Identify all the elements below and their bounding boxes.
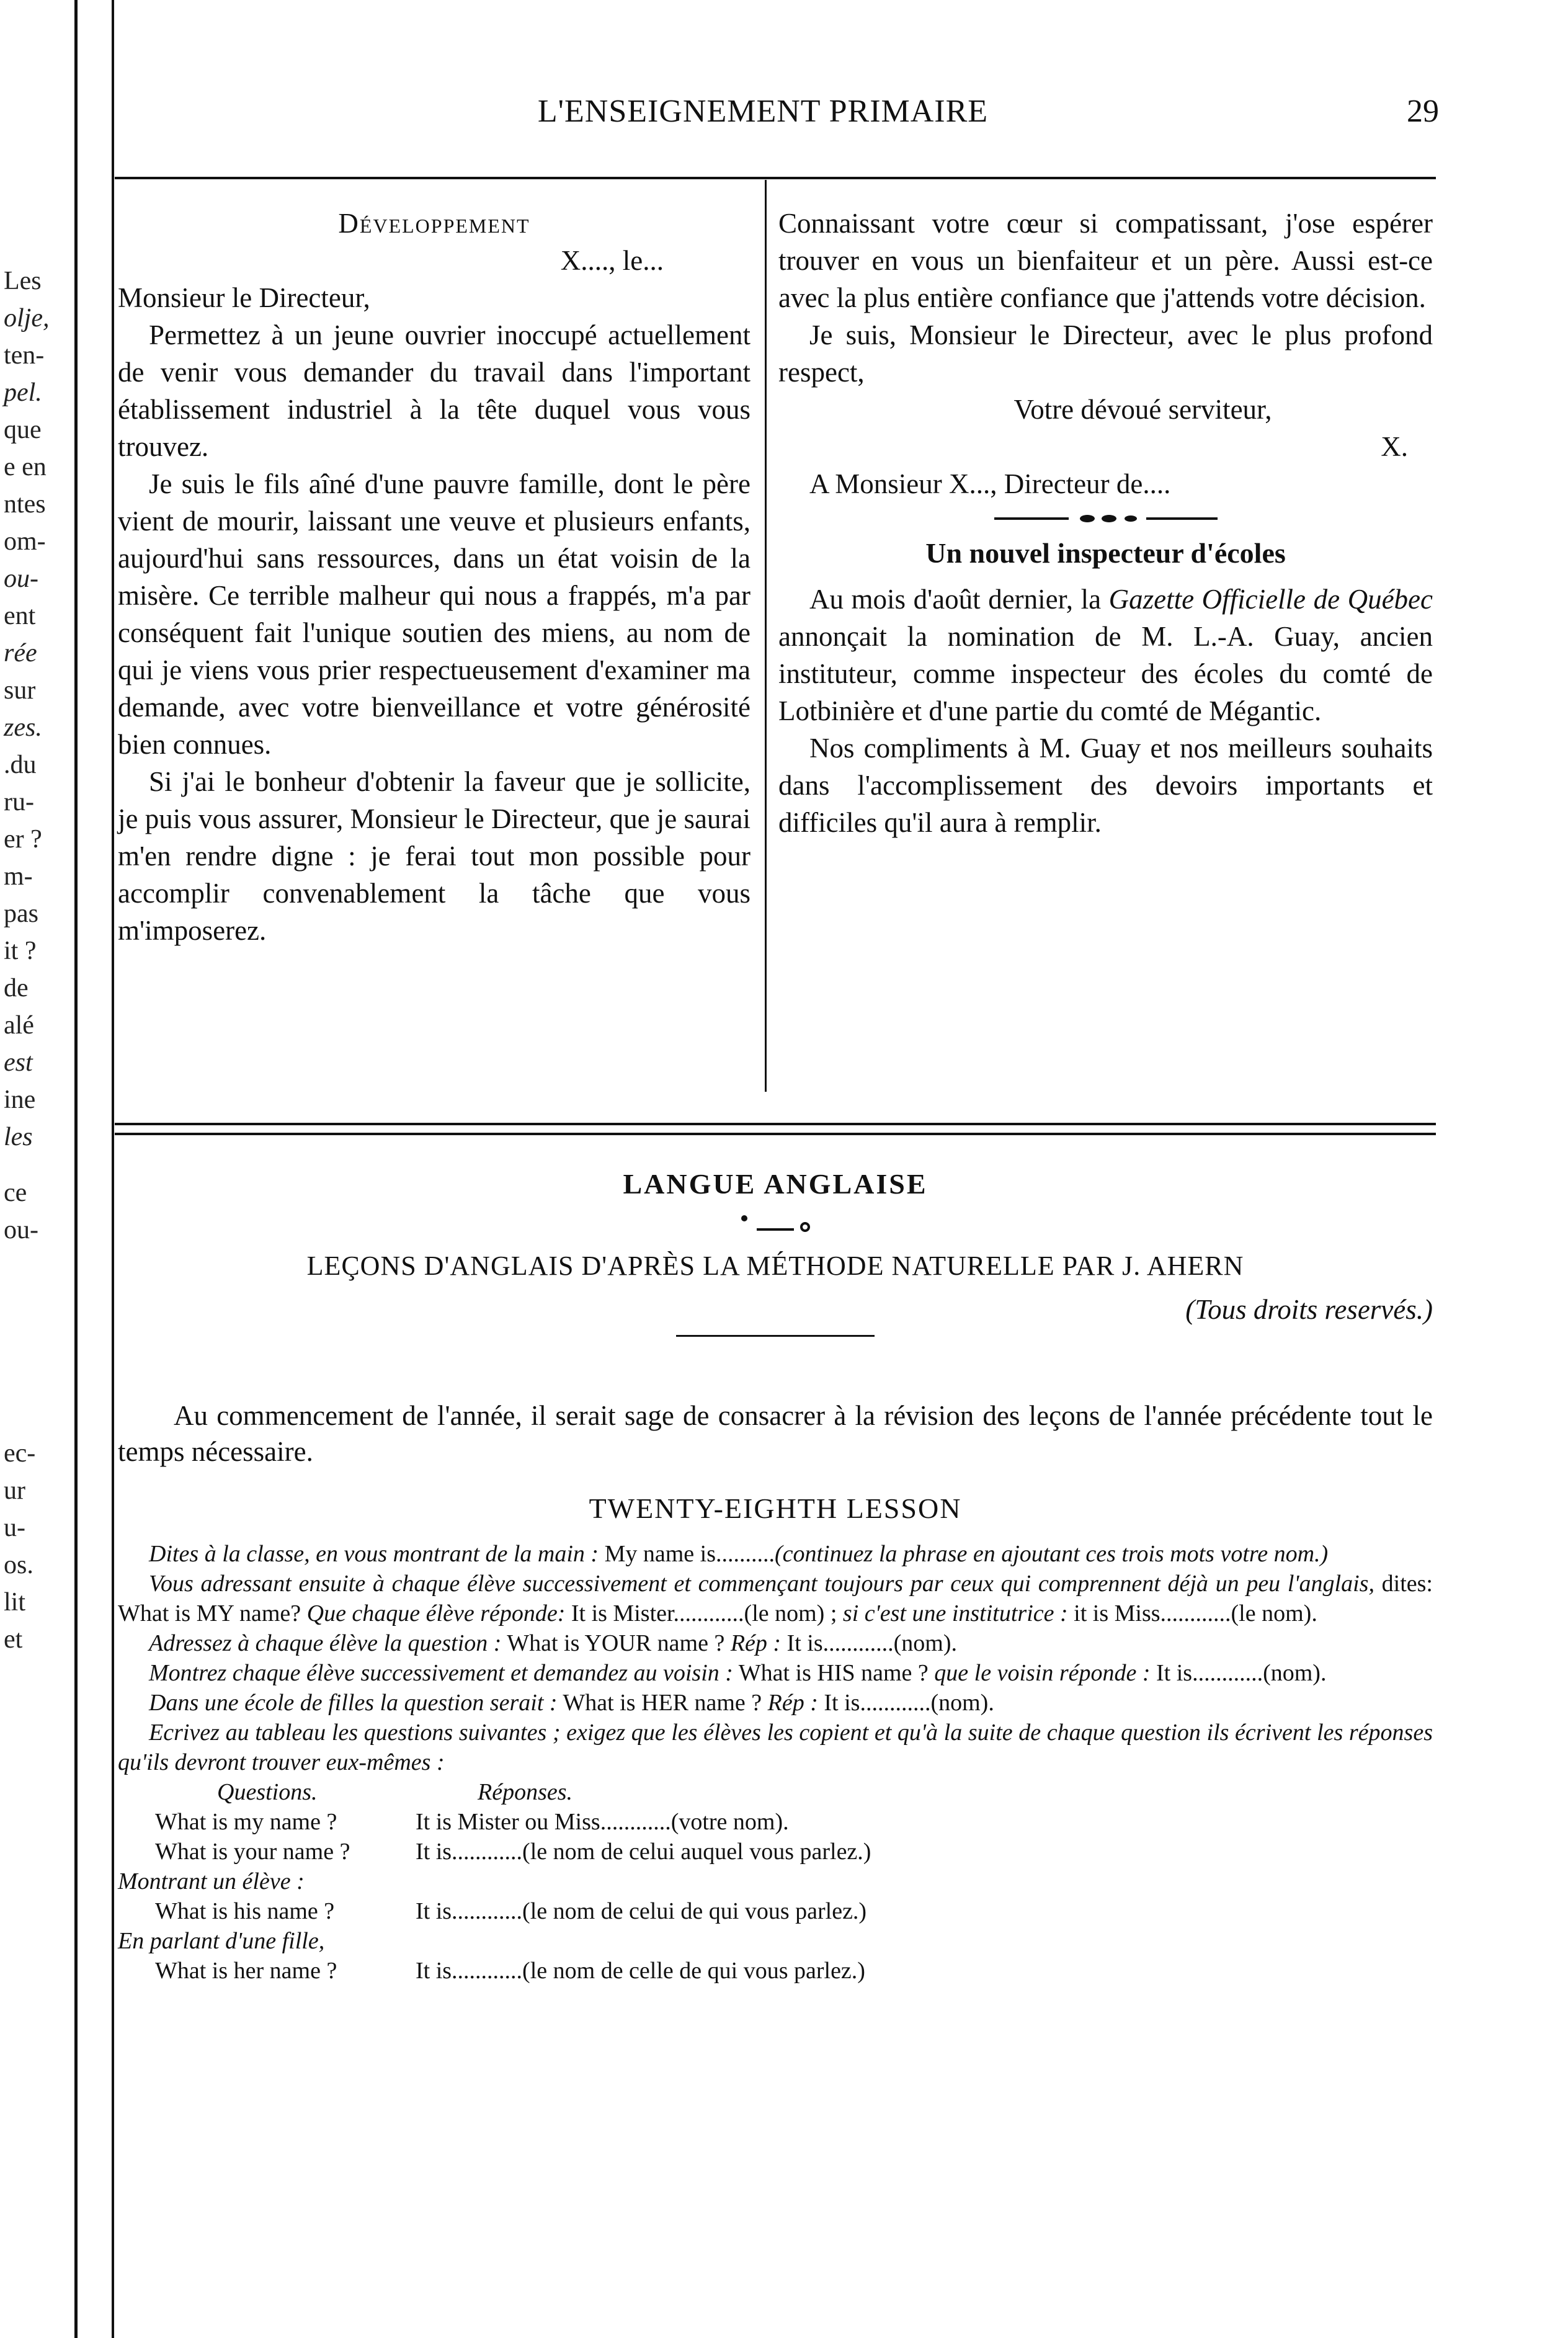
place-date: X...., le... xyxy=(560,245,664,276)
gutter-fragment: ten- xyxy=(4,341,45,370)
gutter-fragment: er ? xyxy=(4,825,42,854)
gutter-fragment: ur xyxy=(4,1476,25,1505)
gutter-fragment: os. xyxy=(4,1551,33,1579)
rights-note: (Tous droits reservés.) xyxy=(1185,1294,1433,1325)
lesson-intro: Au commencement de l'année, il serait sage de consacrer à la révision des leçons de l'année précédente tout le temps nécessaire. xyxy=(118,1400,1433,1467)
letter-paragraph-2: Je suis le fils aîné d'une pauvre famille, dont le père vient de mourir, laissant une veuve et plusieurs enfants, aujourd'hui sans ressources, dans un état voisin de la misère. Ce terrible malheur qui nous a frappés, m'a par conséquent fait l'unique soutien des miens, au nom de qui je viens vous prier respectueusement d'examiner ma demande, avec votre bienveillance et votre générosité bien connues. xyxy=(118,468,751,760)
gutter-fragment: de xyxy=(4,974,29,1002)
gutter-fragment: alé xyxy=(4,1011,34,1040)
signature: X. xyxy=(1381,431,1408,462)
gutter-fragment: lit xyxy=(4,1588,26,1617)
gutter-fragment: e en xyxy=(4,453,47,481)
gutter-fragment: les xyxy=(4,1123,33,1151)
qa-note: En parlant d'une fille, xyxy=(118,1928,325,1954)
lesson-title: TWENTY-EIGHTH LESSON xyxy=(589,1492,962,1524)
gutter-fragment: it ? xyxy=(4,937,37,965)
letter-paragraph-3: Si j'ai le bonheur d'obtenir la faveur que je sollicite, je puis vous assurer, Monsieur le Directeur, que je saurai m'en rendre digne : je ferai tout mon possible pour accomplir convenablement la tâche que vous m'imposerez. xyxy=(118,766,751,946)
letter-paragraph-1: Permettez à un jeune ouvrier inoccupé actuellement de venir vous demander du travail dans l'important établissement industriel à la tête duquel vous vous trouvez. xyxy=(118,319,751,462)
answers-header: Réponses. xyxy=(478,1779,573,1805)
qa-note: Montrant un élève : xyxy=(118,1868,305,1894)
qa-row: What is my name ? It is Mister ou Miss............(votre nom). xyxy=(155,1809,789,1835)
news-paragraph-2: Nos compliments à M. Guay et nos meilleurs souhaits dans l'accomplissement des devoirs importants et difficiles qu'il aura à remplir. xyxy=(778,733,1433,838)
small-ornament-icon xyxy=(726,1211,825,1236)
salutation: Monsieur le Directeur, xyxy=(118,282,370,313)
gutter-fragment: ce xyxy=(4,1179,27,1207)
qa-row: What is his name ? It is............(le nom de celui de qui vous parlez.) xyxy=(155,1898,867,1924)
gutter-fragment: ru- xyxy=(4,788,34,816)
gutter-fragment: ntes xyxy=(4,490,46,519)
gutter-fragment: ec- xyxy=(4,1439,36,1468)
news-heading: Un nouvel inspecteur d'écoles xyxy=(925,537,1286,569)
letter-heading: Développement xyxy=(338,208,530,239)
gutter-fragment: ine xyxy=(4,1086,36,1114)
short-rule xyxy=(676,1335,875,1337)
instruction-2: Vous adressant ensuite à chaque élève successivement et commençant toujours par ceux qui comprennent déjà un peu l'anglais, dites: What is MY name? Que chaque élève réponde: It is Mister............(le nom) ; si c'est une institutrice : it is Miss............(le nom). xyxy=(118,1571,1433,1626)
gutter-fragment: olje, xyxy=(4,304,50,332)
gutter-fragment: ent xyxy=(4,602,36,630)
lesson-instructions xyxy=(118,1539,1433,1986)
gutter-fragment: sur xyxy=(4,676,36,705)
gazette-title: Gazette Officielle de Québec xyxy=(1108,584,1433,615)
instruction-6: Ecrivez au tableau les questions suivantes ; exigez que les élèves les copient et qu'à la suite de chaque question ils écrivent les réponses qu'ils devront trouver eux-mêmes : xyxy=(118,1720,1433,1775)
section-rule-top xyxy=(115,1123,1436,1125)
gutter-fragment: .du xyxy=(4,751,37,779)
instruction-4: Montrez chaque élève successivement et demandez au voisin : What is HIS name ? que le voisin réponde : It is............(nom). xyxy=(149,1660,1327,1686)
gutter-fragment: ou- xyxy=(4,1216,38,1244)
running-header: L'ENSEIGNEMENT PRIMAIRE xyxy=(537,94,989,129)
page-left-rule xyxy=(112,0,114,2338)
gutter-fragment: pas xyxy=(4,899,38,928)
qa-row: What is your name ? It is............(le nom de celui auquel vous parlez.) xyxy=(155,1839,871,1865)
gutter-fragments xyxy=(0,0,112,2338)
gutter-fragment: om- xyxy=(4,527,46,556)
gutter-fragment: zes. xyxy=(4,713,42,742)
left-column xyxy=(118,205,751,949)
address-line: A Monsieur X..., Directeur de.... xyxy=(809,468,1171,499)
gutter-fragment: que xyxy=(4,416,42,444)
qa-row: What is her name ? It is............(le nom de celle de qui vous parlez.) xyxy=(155,1958,865,1984)
qa-list xyxy=(118,1807,1433,1986)
gutter-fragment: ou- xyxy=(4,564,38,593)
lesson-section xyxy=(118,1166,1433,1986)
gutter-fragment: Les xyxy=(4,267,42,295)
gutter-fragment: m- xyxy=(4,862,33,891)
letter-paragraph-5: Je suis, Monsieur le Directeur, avec le plus profond respect, xyxy=(778,319,1433,388)
gutter-binding-line xyxy=(74,0,78,2338)
instruction-3: Adressez à chaque élève la question : What is YOUR name ? Rép : It is............(nom). xyxy=(149,1630,957,1656)
gutter-fragment: pel. xyxy=(4,378,42,407)
news-paragraph-1: Au mois d'août dernier, la Gazette Officielle de Québec annonçait la nomination de M. L.-A. Guay, ancien instituteur, comme inspecteur des écoles du comté de Lotbinière et d'une partie du comté de Mégantic. xyxy=(778,584,1433,726)
header-rule xyxy=(115,177,1436,179)
qa-column-headers xyxy=(118,1777,1433,1807)
gutter-fragment: u- xyxy=(4,1514,25,1542)
instruction-1: Dites à la classe, en vous montrant de la main : My name is..........(continuez la phrase en ajoutant ces trois mots votre nom.) xyxy=(149,1541,1329,1567)
page-number: 29 xyxy=(1407,94,1439,129)
lesson-subtitle: LEÇONS D'ANGLAIS D'APRÈS LA MÉTHODE NATURELLE PAR J. AHERN xyxy=(306,1251,1244,1281)
right-column xyxy=(778,205,1433,841)
gutter-fragment: est xyxy=(4,1048,33,1077)
letter-paragraph-4: Connaissant votre cœur si compatissant, j'ose espérer trouver en vous un bienfaiteur et un père. Aussi est-ce avec la plus entière confiance que j'attends votre décision. xyxy=(778,208,1433,313)
closing: Votre dévoué serviteur, xyxy=(1013,394,1272,425)
section-rule-bottom xyxy=(115,1133,1436,1135)
section-title: LANGUE ANGLAISE xyxy=(623,1168,928,1200)
instruction-5: Dans une école de filles la question serait : What is HER name ? Rép : It is............(nom). xyxy=(149,1690,994,1716)
gutter-fragment: rée xyxy=(4,639,37,667)
ornament-divider-icon xyxy=(988,511,1224,526)
gutter-fragment: et xyxy=(4,1625,23,1654)
questions-header: Questions. xyxy=(217,1779,318,1805)
column-divider xyxy=(765,180,767,1092)
